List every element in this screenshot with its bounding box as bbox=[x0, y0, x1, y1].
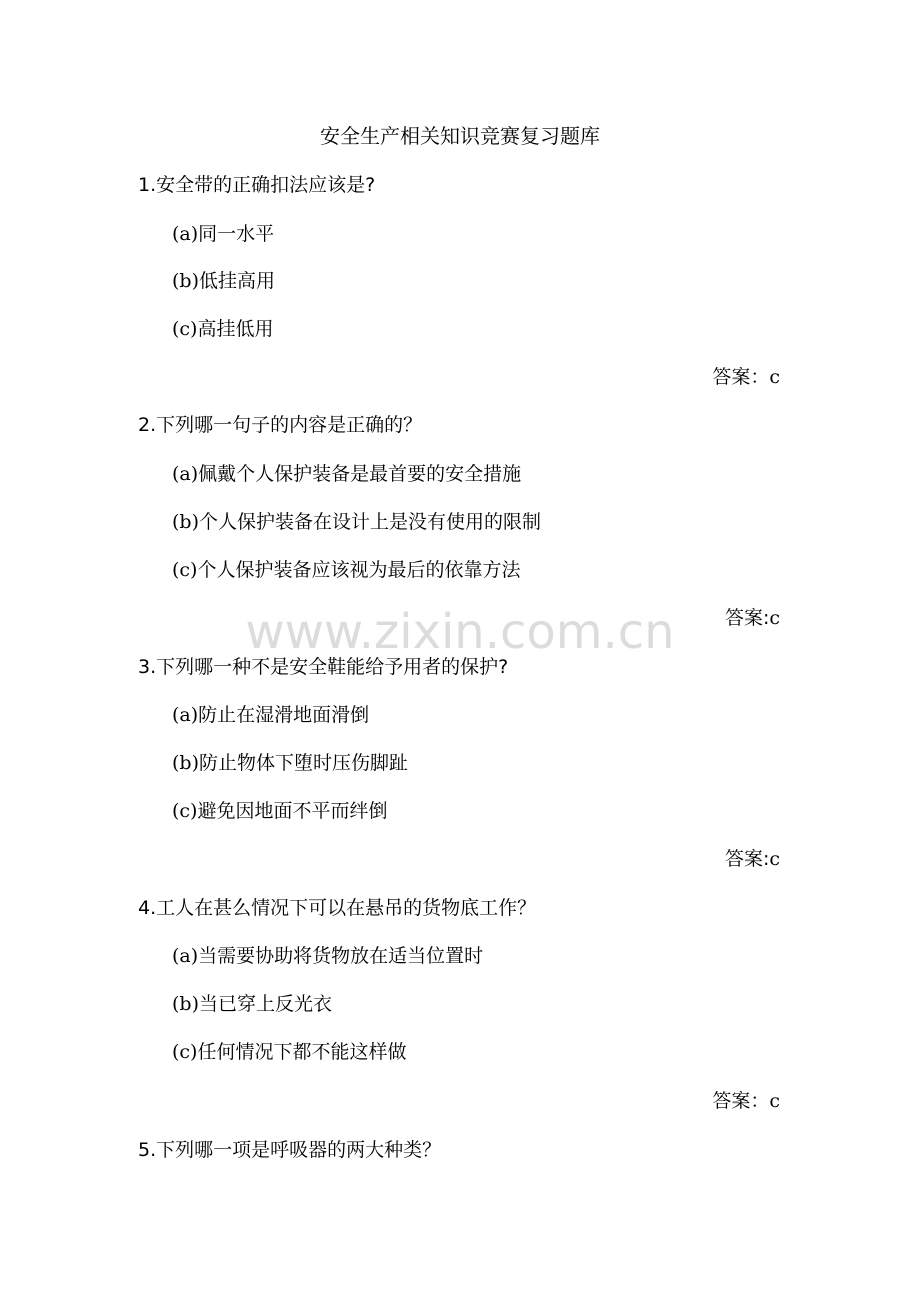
option-2b: (b)个人保护装备在设计上是没有使用的限制 bbox=[172, 511, 541, 533]
answer-value: c bbox=[769, 607, 780, 629]
option-2a: (a)佩戴个人保护装备是最首要的安全措施 bbox=[172, 463, 522, 485]
option-1c: (c)高挂低用 bbox=[172, 318, 274, 340]
question-2: 2.下列哪一句子的内容是正确的？ bbox=[138, 414, 423, 436]
option-4c: (c)任何情况下都不能这样做 bbox=[172, 1041, 407, 1063]
watermark: www.zixin.com.cn bbox=[245, 604, 675, 660]
answer-4 bbox=[712, 1087, 780, 1116]
question-5: 5.下列哪一项是呼吸器的两大种类？ bbox=[138, 1139, 442, 1161]
answer-value: c bbox=[769, 1090, 780, 1112]
answer-label: 答案: bbox=[724, 607, 770, 629]
option-3c: (c)避免因地面不平而绊倒 bbox=[172, 800, 388, 822]
answer-value: c bbox=[769, 366, 780, 388]
answer-3 bbox=[725, 845, 780, 874]
option-1b: (b)低挂高用 bbox=[172, 270, 275, 292]
document-title: 安全生产相关知识竞赛复习题库 bbox=[320, 124, 600, 148]
question-1: 1.安全带的正确扣法应该是? bbox=[138, 174, 376, 196]
question-4: 4.工人在甚么情况下可以在悬吊的货物底工作？ bbox=[138, 897, 537, 919]
answer-label: 答案： bbox=[712, 1090, 770, 1112]
answer-1 bbox=[712, 363, 780, 392]
answer-label: 答案: bbox=[724, 848, 770, 870]
option-3a: (a)防止在湿滑地面滑倒 bbox=[172, 704, 370, 726]
question-3: 3.下列哪一种不是安全鞋能给予用者的保护? bbox=[138, 656, 509, 678]
option-1a: (a)同一水平 bbox=[172, 223, 275, 245]
option-2c: (c)个人保护装备应该视为最后的依靠方法 bbox=[172, 559, 521, 581]
answer-2 bbox=[725, 604, 780, 633]
answer-value: c bbox=[769, 848, 780, 870]
option-4a: (a)当需要协助将货物放在适当位置时 bbox=[172, 945, 484, 967]
option-3b: (b)防止物体下堕时压伤脚趾 bbox=[172, 752, 408, 774]
option-4b: (b)当已穿上反光衣 bbox=[172, 993, 332, 1015]
answer-label: 答案： bbox=[712, 366, 770, 388]
